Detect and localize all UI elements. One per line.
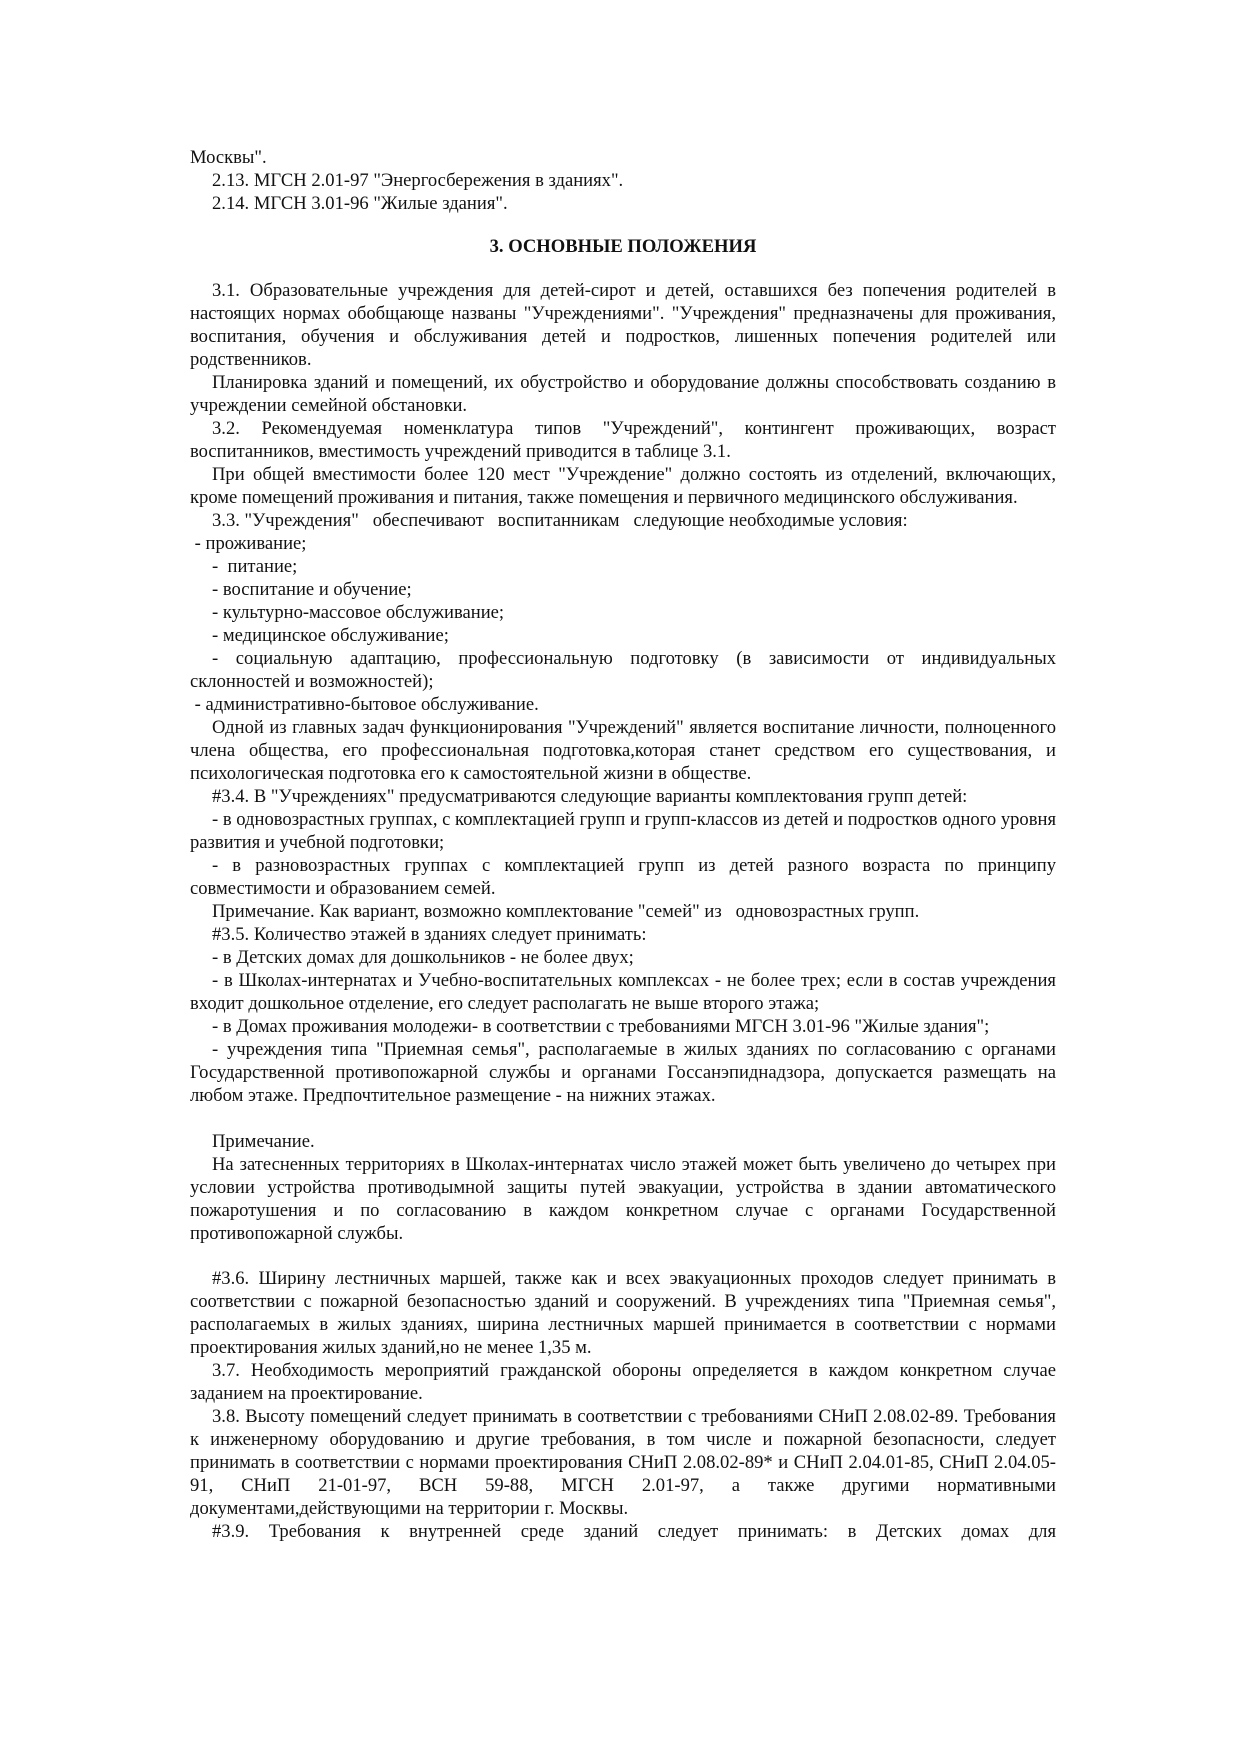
- list-item: - медицинское обслуживание;: [212, 625, 449, 646]
- list-item: - в Школах-интернатах и Учебно-воспитательных комплексах - не более трех; если в состав учреждения входит дошкольное отделение, его следует располагать не выше второго этажа;: [190, 970, 1056, 1014]
- paragraph: Москвы".: [190, 147, 267, 168]
- list-item: - в разновозрастных группах с комплектацией групп из детей разного возраста по принципу совместимости и образованием семей.: [190, 855, 1056, 899]
- paragraph: Одной из главных задач функционирования "Учреждений" является воспитание личности, полноценного члена общества, его профессиональная подготовка,которая станет средством его существования, и психологическая подготовка его к самостоятельной жизни в обществе.: [190, 717, 1056, 784]
- note: На затесненных территориях в Школах-интернатах число этажей может быть увеличено до четырех при условии устройства противодымной защиты путей эвакуации, устройства в здании автоматического пожаротушения и по согласованию в каждом конкретном случае с органами Государственной противопожарной службы.: [190, 1154, 1056, 1244]
- paragraph: 3.7. Необходимость мероприятий гражданской обороны определяется в каждом конкретном случае заданием на проектирование.: [190, 1360, 1056, 1404]
- paragraph: #3.9. Требования к внутренней среде зданий следует принимать: в Детских домах для: [212, 1521, 1056, 1542]
- paragraph: 3.8. Высоту помещений следует принимать в соответствии с требованиями СНиП 2.08.02-89. Требования к инженерному оборудованию и другие требования, в том числе и пожарной безопасности, следует принимать в соответствии с нормами проектирования СНиП 2.08.02-89* и СНиП 2.04.01-85, СНиП 2.04.05-91, СНиП 21-01-97, ВСН 59-88, МГСН 2.01-97, а также другими нормативными документами,действующими на территории г. Москвы.: [190, 1406, 1056, 1519]
- list-item: - в одновозрастных группах, с комплектацией групп и групп-классов из детей и подростков одного уровня развития и учебной подготовки;: [190, 809, 1056, 853]
- list-item: - культурно-массовое обслуживание;: [212, 602, 505, 623]
- list-item: - проживание;: [190, 533, 307, 554]
- paragraph: 3.1. Образовательные учреждения для детей-сирот и детей, оставшихся без попечения родителей в настоящих нормах обобщающе названы "Учреждениями". "Учреждения" предназначены для проживания, воспитания, обучения и обслуживания детей и подростков, лишенных попечения родителей или родственников.: [190, 280, 1056, 370]
- paragraph: Планировка зданий и помещений, их обустройство и оборудование должны способствовать созданию в учреждении семейной обстановки.: [190, 372, 1056, 416]
- list-item: - учреждения типа "Приемная семья", располагаемые в жилых зданиях по согласованию с органами Государственной противопожарной службы и органами Госсанэпиднадзора, допускается размещать на любом этаже. Предпочтительное размещение - на нижних этажах.: [190, 1039, 1056, 1106]
- document-body: [190, 146, 1056, 1543]
- note-label: Примечание.: [212, 1131, 315, 1152]
- list-item: - в Детских домах для дошкольников - не более двух;: [212, 947, 634, 968]
- list-item: - административно-бытовое обслуживание.: [190, 694, 539, 715]
- paragraph: При общей вместимости более 120 мест "Учреждение" должно состоять из отделений, включающих, кроме помещений проживания и питания, также помещения и первичного медицинского обслуживания.: [190, 464, 1056, 508]
- paragraph: #3.4. В "Учреждениях" предусматриваются следующие варианты комплектования групп детей:: [212, 786, 968, 807]
- list-item: - воспитание и обучение;: [212, 579, 412, 600]
- list-item: 2.14. МГСН 3.01-96 "Жилые здания".: [212, 193, 508, 214]
- list-item: - социальную адаптацию, профессиональную подготовку (в зависимости от индивидуальных склонностей и возможностей);: [190, 648, 1056, 692]
- paragraph: 3.3. "Учреждения" обеспечивают воспитанникам следующие необходимые условия:: [212, 510, 908, 531]
- list-item: 2.13. МГСН 2.01-97 "Энергосбережения в зданиях".: [212, 170, 624, 191]
- section-heading: 3. ОСНОВНЫЕ ПОЛОЖЕНИЯ: [489, 236, 757, 257]
- paragraph: 3.2. Рекомендуемая номенклатура типов "Учреждений", контингент проживающих, возраст воспитанников, вместимость учреждений приводится в таблице 3.1.: [190, 418, 1056, 462]
- note: Примечание. Как вариант, возможно комплектование "семей" из одновозрастных групп.: [212, 901, 920, 922]
- list-item: - в Домах проживания молодежи- в соответствии с требованиями МГСН 3.01-96 "Жилые здания";: [212, 1016, 990, 1037]
- paragraph: #3.5. Количество этажей в зданиях следует принимать:: [212, 924, 647, 945]
- list-item: - питание;: [212, 556, 298, 577]
- paragraph: #3.6. Ширину лестничных маршей, также как и всех эвакуационных проходов следует принимать в соответствии с пожарной безопасностью зданий и сооружений. В учреждениях типа "Приемная семья", располагаемых в жилых зданиях, ширина лестничных маршей принимается в соответствии с нормами проектирования жилых зданий,но не менее 1,35 м.: [190, 1268, 1056, 1358]
